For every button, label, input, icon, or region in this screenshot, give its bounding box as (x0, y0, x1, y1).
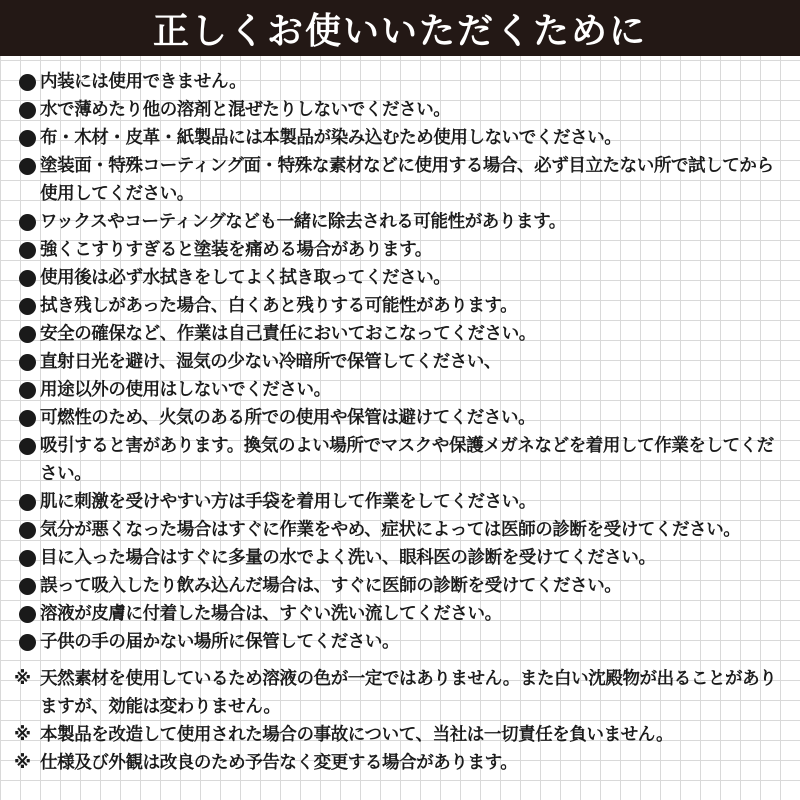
list-item (14, 516, 786, 544)
notes-section (14, 665, 786, 777)
bullet-icon (14, 600, 40, 628)
list-item-text: ワックスやコーティングなども一緒に除去される可能性があります。 (40, 212, 566, 232)
note-text: 仕様及び外観は改良のため予告なく変更する場合があります。 (40, 753, 518, 773)
bullet-icon (14, 96, 40, 124)
list-item (14, 404, 786, 432)
list-item (14, 544, 786, 572)
note-mark: ※ (14, 669, 31, 689)
bullet-icon (14, 376, 40, 404)
list-item-text: 安全の確保など、作業は自己責任においておこなってください。 (40, 324, 536, 344)
bullet-icon (14, 124, 40, 152)
list-item (14, 348, 786, 376)
bullet-icon (14, 208, 40, 236)
list-item-text: 布・木材・皮革・紙製品には本製品が染み込むため使用しないでください。 (40, 128, 622, 148)
precautions-section (0, 68, 800, 777)
note-item (14, 749, 786, 777)
list-item-text: 内装には使用できません。 (40, 72, 247, 92)
list-item (14, 96, 786, 124)
list-item-text: 直射日光を避け、湿気の少ない冷暗所で保管してください、 (40, 352, 501, 372)
list-item-text: 肌に刺激を受けやすい方は手袋を着用して作業をしてください。 (40, 492, 536, 512)
list-item (14, 236, 786, 264)
bullet-icon (14, 68, 40, 96)
list-item (14, 68, 786, 96)
list-item-text: 用途以外の使用はしないでください。 (40, 380, 331, 400)
precautions-list (14, 68, 786, 656)
list-item (14, 152, 786, 208)
list-item (14, 432, 786, 488)
bullet-icon (14, 292, 40, 320)
bullet-icon (14, 348, 40, 376)
bullet-icon (14, 628, 40, 656)
bullet-icon (14, 488, 40, 516)
list-item-text: 水で薄めたり他の溶剤と混ぜたりしないでください。 (40, 100, 451, 120)
list-item (14, 124, 786, 152)
list-item-text: 子供の手の届かない場所に保管してください。 (40, 632, 400, 652)
list-item-text: 吸引すると害があります。換気のよい場所でマスクや保護メガネなどを着用して作業をしてください。 (40, 436, 774, 484)
list-item-text: 溶液が皮膚に付着した場合は、すぐい洗い流してください。 (40, 604, 502, 624)
bullet-icon (14, 544, 40, 572)
page-title: 正しくお使いいただくために (152, 10, 647, 52)
list-item (14, 208, 786, 236)
note-text: 天然素材を使用しているため溶液の色が一定ではありません。また白い沈殿物が出ることがありますが、効能は変わりません。 (40, 669, 777, 717)
bullet-icon (14, 264, 40, 292)
list-item-text: 拭き残しがあった場合、白くあと残りする可能性があります。 (40, 296, 518, 316)
list-item-text: 塗装面・特殊コーティング面・特殊な素材などに使用する場合、必ず目立たない所で試してから使用してください。 (40, 156, 774, 204)
list-item-text: 目に入った場合はすぐに多量の水でよく洗い、眼科医の診断を受けてください。 (40, 548, 656, 568)
list-item (14, 264, 786, 292)
bullet-icon (14, 236, 40, 264)
list-item (14, 488, 786, 516)
note-mark: ※ (14, 725, 31, 745)
bullet-icon (14, 152, 40, 180)
note-item (14, 665, 786, 721)
list-item-text: 可燃性のため、火気のある所での使用や保管は避けてください。 (40, 408, 536, 428)
list-item-text: 使用後は必ず水拭きをしてよく拭き取ってください。 (40, 268, 451, 288)
bullet-icon (14, 516, 40, 544)
header-banner (0, 0, 800, 56)
list-item (14, 628, 786, 656)
list-item (14, 376, 786, 404)
list-item-text: 強くこすりすぎると塗装を痛める場合があります。 (40, 240, 432, 260)
list-item (14, 600, 786, 628)
list-item (14, 320, 786, 348)
list-item-text: 気分が悪くなった場合はすぐに作業をやめ、症状によっては医師の診断を受けてください。 (40, 520, 741, 540)
list-item (14, 572, 786, 600)
note-text: 本製品を改造して使用された場合の事故について、当社は一切責任を負いません。 (40, 725, 674, 745)
bullet-icon (14, 320, 40, 348)
note-mark: ※ (14, 753, 31, 773)
bullet-icon (14, 432, 40, 460)
list-item (14, 292, 786, 320)
note-item (14, 721, 786, 749)
bullet-icon (14, 572, 40, 600)
list-item-text: 誤って吸入したり飲み込んだ場合は、すぐに医師の診断を受けてください。 (40, 576, 622, 596)
bullet-icon (14, 404, 40, 432)
